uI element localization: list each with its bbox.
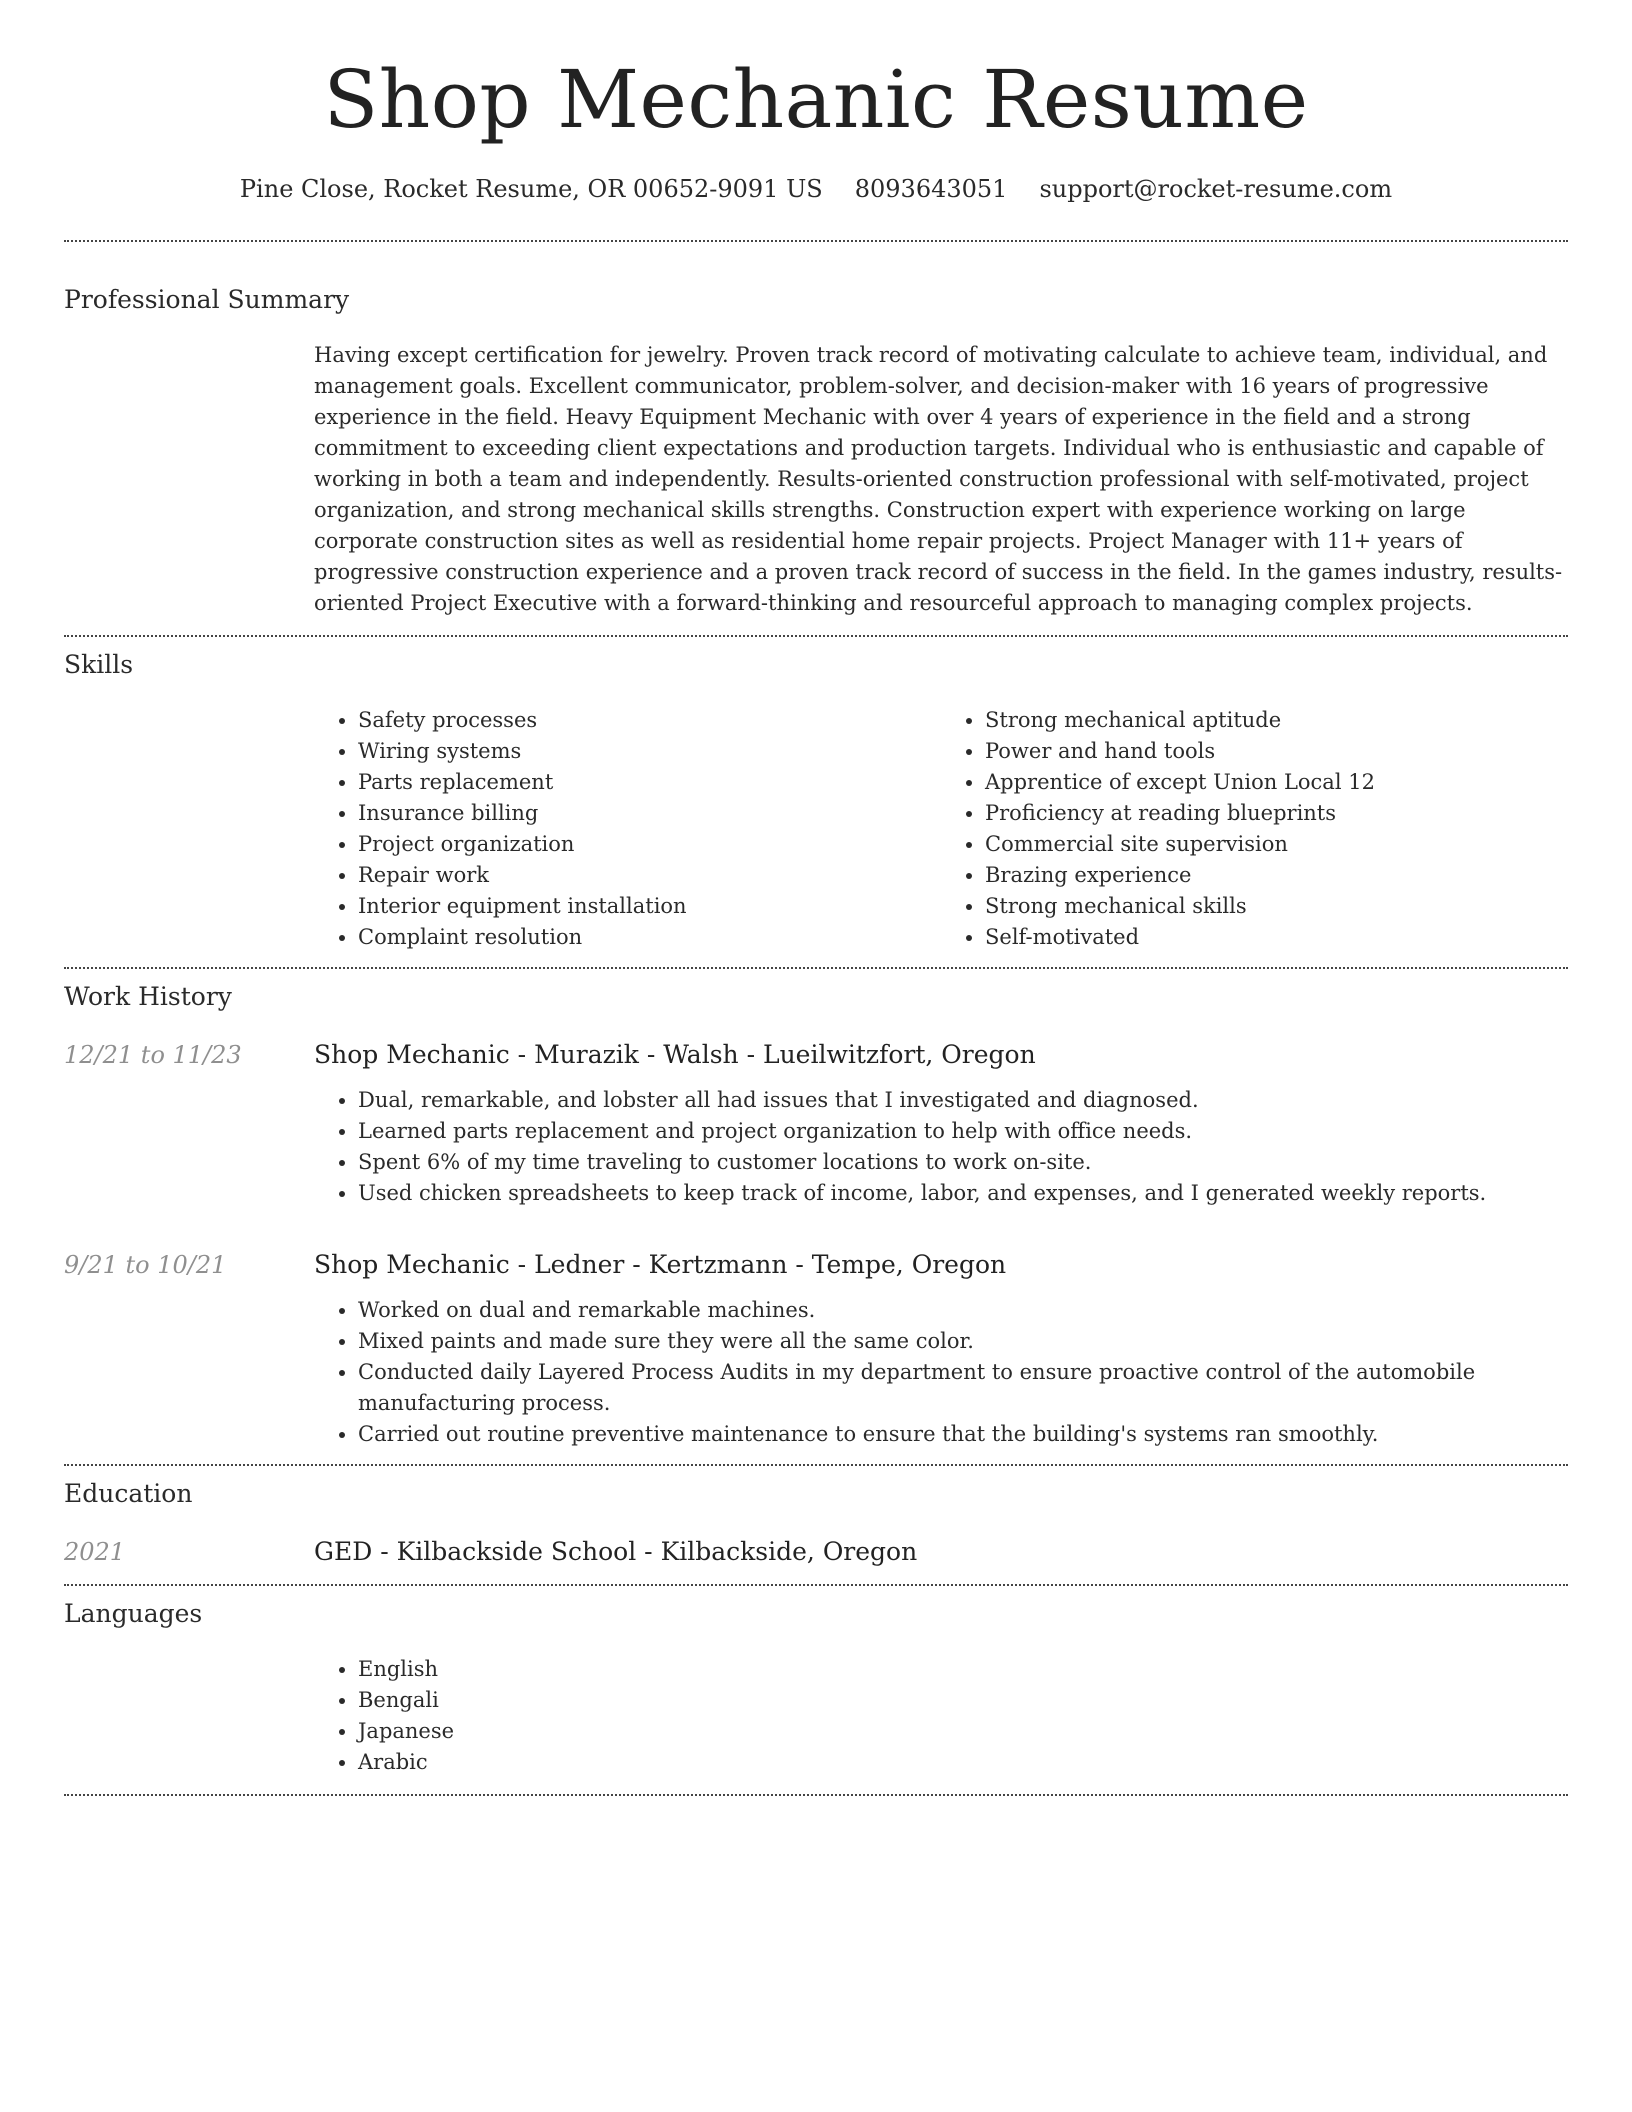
skill-item: • Safety processes <box>358 705 941 736</box>
summary-heading: Professional Summary <box>64 285 350 314</box>
contact-line <box>64 174 1568 204</box>
skill-item: • Insurance billing <box>358 798 941 829</box>
skill-item: • Commercial site supervision <box>985 829 1568 860</box>
job-dates: 12/21 to 11/23 <box>64 1041 242 1069</box>
languages-heading: Languages <box>64 1599 203 1628</box>
language-item: • Arabic <box>358 1747 1568 1778</box>
job-bullet: • Conducted daily Layered Process Audits in my department to ensure proactive control of the automobile manufacturing process. <box>358 1357 1568 1419</box>
skill-item: • Proficiency at reading blueprints <box>985 798 1568 829</box>
summary-section <box>64 284 1568 619</box>
job-entry <box>64 1249 1568 1450</box>
job-bullet: • Dual, remarkable, and lobster all had issues that I investigated and diagnosed. <box>358 1085 1568 1116</box>
languages-list <box>314 1654 1568 1778</box>
education-section <box>64 1478 1568 1568</box>
skill-item: • Strong mechanical aptitude <box>985 705 1568 736</box>
skill-item: • Project organization <box>358 829 941 860</box>
skills-section <box>64 649 1568 953</box>
job-bullet: • Mixed paints and made sure they were all the same color. <box>358 1326 1568 1357</box>
language-item: • Japanese <box>358 1716 1568 1747</box>
divider <box>64 240 1568 242</box>
work-heading: Work History <box>64 982 232 1011</box>
skill-item: • Complaint resolution <box>358 922 941 953</box>
job-dates: 9/21 to 10/21 <box>64 1251 227 1279</box>
work-section <box>64 981 1568 1450</box>
job-title: Shop Mechanic - Ledner - Kertzmann - Tempe, Oregon <box>314 1250 1007 1279</box>
resume-header <box>64 0 1568 204</box>
divider <box>64 967 1568 969</box>
job-entry <box>64 1039 1568 1209</box>
job-bullet: • Worked on dual and remarkable machines. <box>358 1295 1568 1326</box>
job-bullet: • Learned parts replacement and project organization to help with office needs. <box>358 1116 1568 1147</box>
education-heading: Education <box>64 1479 193 1508</box>
contact-email: support@rocket-resume.com <box>1039 175 1393 203</box>
skill-item: • Strong mechanical skills <box>985 891 1568 922</box>
job-bullet: • Used chicken spreadsheets to keep track of income, labor, and expenses, and I generated weekly reports. <box>358 1178 1568 1209</box>
divider <box>64 635 1568 637</box>
skill-item: • Parts replacement <box>358 767 941 798</box>
skills-heading: Skills <box>64 650 134 679</box>
education-degree: GED - Kilbackside School - Kilbackside, Oregon <box>314 1537 918 1566</box>
divider <box>64 1464 1568 1466</box>
summary-text: Having except certification for jewelry. Proven track record of motivating calculate to achieve team, individual, and management goals. Excellent communicator, problem-solver, and decision-maker with 16 years of progressive experience in the field. Heavy Equipment Mechanic with over 4 years of experience in the field and a strong commitment to exceeding client expectations and production targets. Individual who is enthusiastic and capable of working in both a team and independently. Results-oriented construction professional with self-motivated, project organization, and strong mechanical skills strengths. Construction expert with experience working on large corporate construction sites as well as residential home repair projects. Project Manager with 11+ years of progressive construction experience and a proven track record of success in the field. In the games industry, results-oriented Project Executive with a forward-thinking and resourceful approach to managing complex projects. <box>314 343 1563 615</box>
job-bullet: • Carried out routine preventive maintenance to ensure that the building's systems ran smoothly. <box>358 1419 1568 1450</box>
skill-item: • Repair work <box>358 860 941 891</box>
language-item: • English <box>358 1654 1568 1685</box>
skill-item: • Apprentice of except Union Local 12 <box>985 767 1568 798</box>
skill-item: • Brazing experience <box>985 860 1568 891</box>
skills-list-left <box>314 705 941 953</box>
resume-page <box>64 0 1568 1796</box>
skills-list-right <box>941 705 1568 953</box>
resume-title: Shop Mechanic Resume <box>323 53 1309 146</box>
divider <box>64 1584 1568 1586</box>
contact-address: Pine Close, Rocket Resume, OR 00652-9091 US <box>239 175 823 203</box>
language-item: • Bengali <box>358 1685 1568 1716</box>
job-title: Shop Mechanic - Murazik - Walsh - Lueilwitzfort, Oregon <box>314 1040 1036 1069</box>
contact-phone: 8093643051 <box>854 175 1008 203</box>
skill-item: • Wiring systems <box>358 736 941 767</box>
job-bullets <box>314 1295 1568 1450</box>
education-year: 2021 <box>64 1538 126 1566</box>
job-bullet: • Spent 6% of my time traveling to customer locations to work on-site. <box>358 1147 1568 1178</box>
divider <box>64 1794 1568 1796</box>
languages-section <box>64 1598 1568 1778</box>
skill-item: • Self-motivated <box>985 922 1568 953</box>
skill-item: • Interior equipment installation <box>358 891 941 922</box>
skill-item: • Power and hand tools <box>985 736 1568 767</box>
job-bullets <box>314 1085 1568 1209</box>
